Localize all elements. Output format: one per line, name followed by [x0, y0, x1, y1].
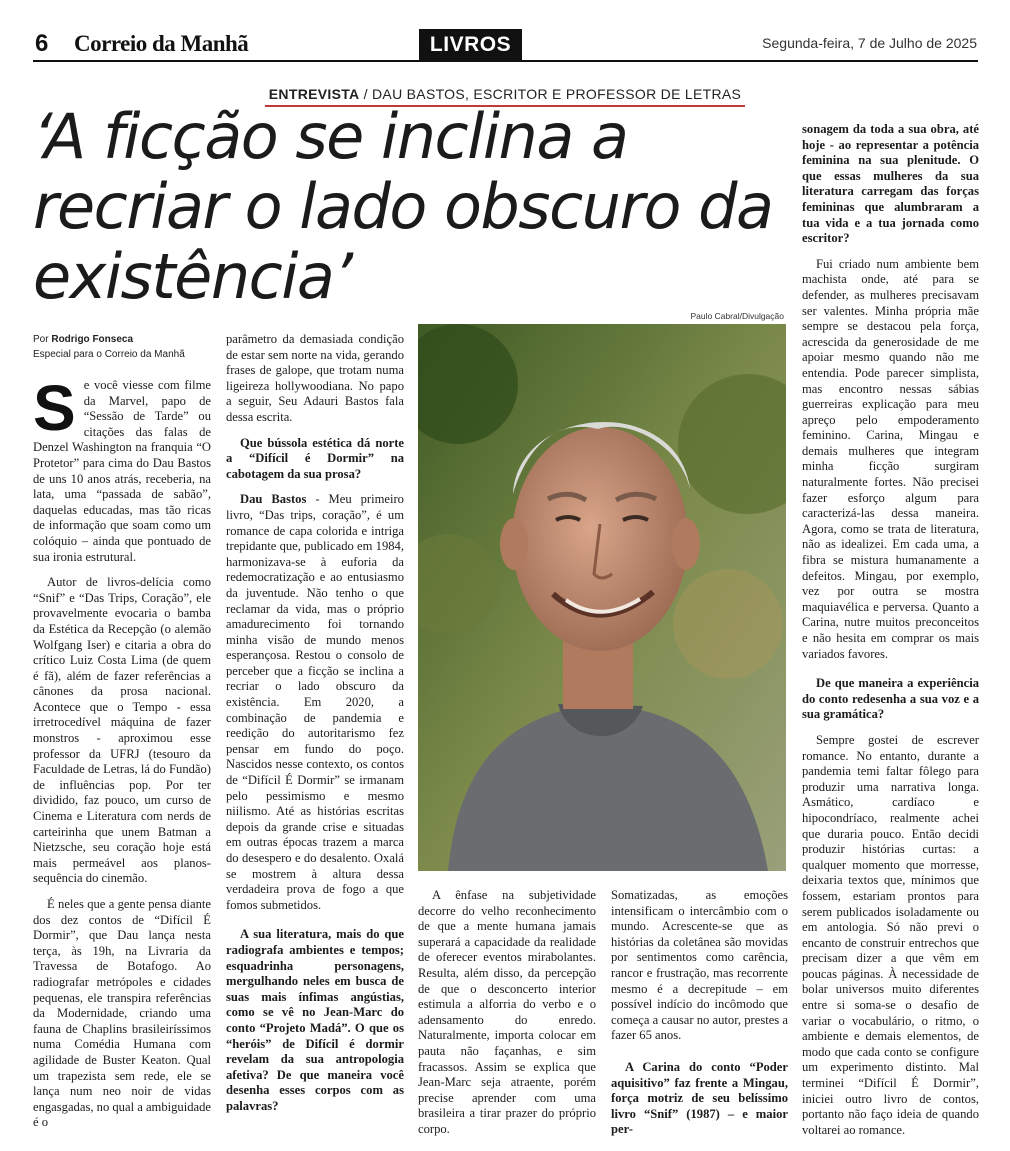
lead-text: e você viesse com filme da Marvel, papo de “Sessão de Tarde” ou citações das falas de Denzel Washington na franquia “O Protetor” para cima do Dau Bastos de uns 10 anos atrás, receberia, na lata, uma “passada de sabão”, daquelas educadas, mas tão ricas de informação que soam como um colóquio – ainda que pontuado de sua ironia estrutural.: [33, 378, 211, 564]
page-header: [0, 0, 1010, 62]
interview-answer-cont: Somatizadas, as emoções intensificam o intercâmbio com o mundo. Acrescente-se que as histórias da coletânea são movidas por sentimentos como carência, rancor e frustração, mas recorrente mesmo é a decrepitude – em possível indício do incômodo que começa a causar no autor, prestes a fazer 65 anos.: [611, 888, 788, 1043]
photo-credit: Paulo Cabral/Divulgação: [690, 311, 784, 321]
answer-speaker: Dau Bastos: [240, 492, 307, 507]
kicker-label: ENTREVISTA: [268, 86, 360, 102]
article-column-4: [611, 888, 788, 1148]
interview-answer: Sempre gostei de escrever romance. No entanto, durante a pandemia temi faltar fôlego para produzir uma narrativa longa. Asmático, cardíaco e hipocondríaco, realmente achei que duraria pouco. Então decidi produzir histórias curtas: a qualquer momento que morresse, deixaria textos que, mínimos que fossem, estariam prontos para serem publicados isoladamente ou em antologia. Só não previ o encanto de construir entrechos que precisam dizer a que vêm em poucas páginas. À necessidade de bolar universos muito diferentes entre si soma-se o desafio de variar o vocabulário, o ritmo, o ambiente e demais elementos, de modo que cada conto se configure um experimento distinto. Mal terminei “Difícil É Dormir”, iniciei outro livro de contos, portanto não faço ideia de quando voltarei ao romance.: [802, 732, 979, 1137]
byline-prefix: Por: [33, 334, 52, 345]
headline: ‘A ficção se inclina a recriar o lado obscuro da existência’: [33, 100, 773, 313]
interview-question: A sua literatura, mais do que radiografa ambientes e tempos; esquadrinha personagens, mergulhando neles em busca de suas mais ínfimas angústias, como se vê no Jean-Marc do conto “Projeto Madá”. O que os “heróis” de Difícil é dormir revelam da sua antropologia afetiva? De que maneira você desenha esses corpos com as palavras?: [226, 927, 404, 1113]
newspaper-logo: Correio da Manhã: [74, 31, 249, 56]
interview-answer: A ênfase na subjetividade decorre do velho reconhecimento de que a mente humana jamais superará a capacidade da realidade de oferecer eventos mirabolantes. Resulta, além disso, da percepção de que o desconcerto interior estimula a alforria do verbo e o adensamento do enredo. Naturalmente, importa colocar em pauta não façanhas, e sim fracassos. Assim se explica que Jean-Marc seja atraente, porém precise aprender com uma brasileira a tirar prazer do próprio corpo.: [418, 888, 596, 1136]
paragraph: parâmetro da demasiada condição de estar sem norte na vida, gerando frases de galope, que trotam numa ligeireza hollywoodiana. No papo a seguir, Seu Adauri Bastos fala dessa escrita.: [226, 332, 404, 424]
article-column-1: [33, 372, 212, 1141]
interview-question: De que maneira a experiência do conto redesenha a sua voz e a sua gramática?: [802, 676, 979, 722]
header-rule: [33, 60, 978, 62]
kicker-separator: /: [359, 86, 373, 102]
interview-question: A Carina do conto “Poder aquisitivo” faz frente a Mingau, força motriz de seu belíssimo livro “Snif” (1987) – e maior per-: [611, 1059, 788, 1137]
byline: [33, 332, 223, 362]
byline-role: Especial para o Correio da Manhã: [33, 349, 185, 360]
lead-paragraph: [33, 372, 211, 565]
answer-text: - Meu primeiro livro, “Das trips, coração”, é um romance de capa colorida e intriga trepidante que, publicado em 1984, harmonizava-se à euforia da redemocratização e ao entusiasmo da juventude. Não tenho o que reclamar da vida, mas o próprio amadurecimento foi tornando minha visão de mundo menos esperançosa. Restou o consolo de perceber que a ficção se inclina a recriar o lado obscuro da existência. Em 2020, a combinação de pandemia e reedição do autoritarismo fez pensar em fundo do poço. Nascidos nesse contexto, os contos de “Difícil É Dormir” se irmanam pelo pessimismo e mesmo niilismo. Até as histórias escritas depois da grande crise e situadas em outras épocas trazem a marca do desespero e do desalento. Oxalá se mostrem à altura dessa verdadeira prova de fogo a que fomos submetidos.: [226, 492, 404, 912]
dropcap: S: [33, 372, 76, 444]
byline-author: Rodrigo Fonseca: [51, 334, 134, 345]
interview-answer: [226, 492, 404, 913]
author-photo: [418, 324, 786, 871]
page-number: 6: [35, 30, 49, 57]
article-column-3: [418, 888, 596, 1148]
portrait-illustration: [418, 324, 786, 871]
article-column-5: [802, 122, 979, 1148]
kicker-subject: DAU BASTOS, ESCRITOR E PROFESSOR DE LETRAS: [372, 86, 742, 102]
interview-question: Que bússola estética dá norte a “Difícil é Dormir” na cabotagem da sua prosa?: [226, 435, 404, 481]
interview-question-cont: sonagem da toda a sua obra, até hoje - ao representar a potência feminina na sua plenitude. O que essas mulheres da sua literatura carregam das forças femininas que alumbraram a tua vida e a tua jornada como escritor?: [802, 122, 979, 246]
interview-answer: Fui criado num ambiente bem machista onde, até para se defender, as mulheres precisavam ser valentes. Minha própria mãe sempre se destacou pela força, acrescida da generosidade de me apoiar mesmo quando não me entendia. Pode parecer simplista, mas encontro nessas sábias guerreiras explicação para meu apreço pelo empoderamento feminino. Carina, Mingau e demais mulheres que integram minha ficção surgiram naturalmente fortes. Não precisei fazer esforço algum para caracterizá-las dessa maneira. Agora, como se trata de literatura, não as idealizei. Em cada uma, a fibra se mistura humanamente a defeitos. Mingau, por exemplo, vez por outra se mostra maquiavélica e perversa. Quanto a Carina, nutre muitos preconceitos e não hesita em comprar os mais variados favores.: [802, 256, 979, 661]
paragraph: É neles que a gente pensa diante dos dez contos de “Difícil É Dormir”, que Dau lança nesta terça, às 19h, na Livraria da Travessa de Botafogo. Ao radiografar metrópoles e cidades pequenas, ele transpira referências da Modernidade, criando uma fauna de Chaplins brasileiríssimos numa Comédia Humana com agilidade de Buster Keaton. Qual um trapezista sem rede, ele se lança num neo noir de vidas engasgadas, no qual a ambiguidade é o: [33, 897, 212, 1130]
paragraph: Autor de livros-delícia como “Snif” e “Das Trips, Coração”, ele provavelmente evocaria o bamba da Estética da Recepção (o alemão Wolfgang Iser) e citaria a obra do crítico Luiz Costa Lima (de quem é fã), além de fazer referências a cânones da prosa nacional. Acontece que o Tempo - essa irretrocedível máquina de fazer monstros - aproximou esse professor da UFRJ (tesouro da Faculdade de Letras, lá do Fundão) de influências pop. Por ter dividido, faz pouco, um curso de Cinema e Literatura com nerds de carteirinha que unem Batman a Nietzsche, seu coração hoje está mais permeável aos planos-sequência do cinemão.: [33, 575, 211, 886]
article-column-2: [226, 332, 404, 1125]
section-label: LIVROS: [419, 29, 522, 60]
issue-date: Segunda-feira, 7 de Julho de 2025: [762, 35, 977, 51]
